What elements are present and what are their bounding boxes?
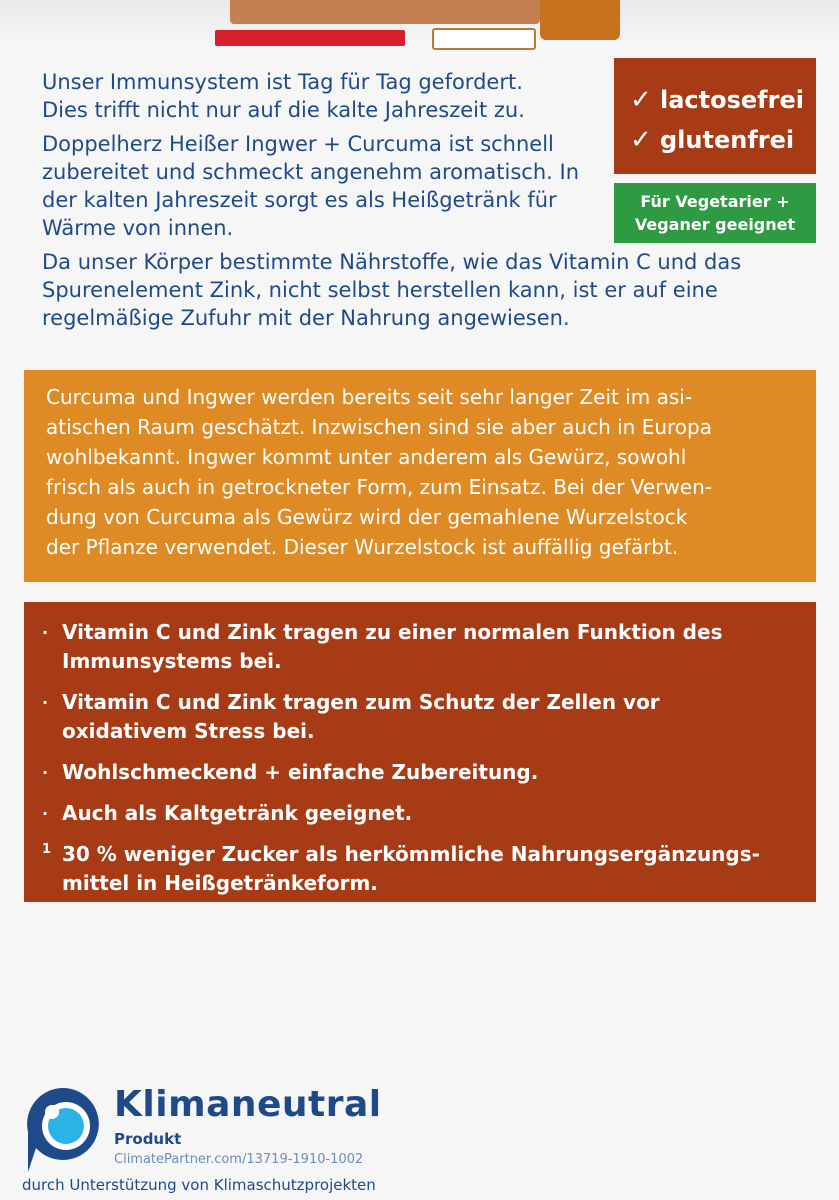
- curcuma-ginger-text: Curcuma und Ingwer werden bereits seit sehr langer Zeit im asi- atischen Raum geschätzt. Inzwischen sind sie aber auch in Europa wohlbekannt. Ingwer kommt unter anderem als Gewürz, sowohl frisch als auch in getrockneter Form, zum Einsatz. Bei der Verwen- dung von Curcuma als Gewürz wird der gemahlene Wurzelstock der Pflanze verwendet. Dieser Wurzelstock ist auffällig gefärbt.: [46, 385, 712, 559]
- lactose-free-label: lactosefrei: [660, 86, 804, 114]
- info-panel-orange: [24, 370, 816, 582]
- vegan-line-2: Veganer geeignet: [634, 215, 796, 234]
- bullet-icon: ·: [42, 763, 49, 782]
- climatepartner-logo-icon: [22, 1082, 106, 1174]
- benefit-text: Auch als Kaltgetränk geeignet.: [62, 801, 413, 825]
- lactose-free-line: [630, 80, 816, 120]
- footnote-item: [42, 840, 798, 898]
- vegan-badge: [614, 183, 816, 243]
- benefit-text: Vitamin C und Zink tragen zum Schutz der Zellen vor oxidativem Stress bei.: [62, 690, 660, 743]
- check-icon: ✓: [630, 125, 652, 155]
- climate-title: Klimaneutral: [114, 1084, 382, 1125]
- bullet-icon: ·: [42, 693, 49, 712]
- top-title-shape: [230, 0, 540, 24]
- benefit-item: [42, 618, 798, 676]
- benefit-text: Wohlschmeckend + einfache Zubereitung.: [62, 760, 539, 784]
- intro-paragraph-1: Unser Immunsystem ist Tag für Tag gefordert. Dies trifft nicht nur auf die kalte Jahreszeit zu.: [42, 70, 525, 122]
- climate-subtitle: Produkt: [114, 1130, 182, 1148]
- top-orange-tab: [540, 0, 620, 40]
- gluten-free-line: [630, 120, 816, 160]
- bullet-icon: ·: [42, 623, 49, 642]
- gluten-free-label: glutenfrei: [660, 126, 795, 154]
- check-icon: ✓: [630, 85, 652, 115]
- footnote-text: 30 % weniger Zucker als herkömmliche Nahrungsergänzungs- mittel in Heißgetränkeform.: [62, 842, 760, 895]
- climate-support-text: durch Unterstützung von Klimaschutzprojekten: [22, 1176, 376, 1194]
- benefit-text: Vitamin C und Zink tragen zu einer normalen Funktion des Immunsystems bei.: [62, 620, 723, 673]
- benefit-item: [42, 688, 798, 746]
- free-from-badge: [614, 58, 816, 174]
- climate-url: ClimatePartner.com/13719-1910-1002: [114, 1152, 364, 1167]
- benefit-item: [42, 758, 798, 787]
- benefits-panel: [24, 602, 816, 902]
- climate-neutral-seal: [22, 1072, 522, 1192]
- top-white-badge: [432, 28, 536, 50]
- intro-paragraph-2: Doppelherz Heißer Ingwer + Curcuma ist schnell zubereitet und schmeckt angenehm aromatisch. In der kalten Jahreszeit sorgt es als Heißgetränk für Wärme von innen.: [42, 132, 580, 240]
- intro-paragraph-3: Da unser Körper bestimmte Nährstoffe, wie das Vitamin C und das Spurenelement Zink, nicht selbst herstellen kann, ist er auf eine regelmäßige Zufuhr mit der Nahrung angewiesen.: [42, 250, 742, 330]
- top-red-badge: [215, 30, 405, 46]
- vegan-line-1: Für Vegetarier +: [640, 192, 790, 211]
- footnote-marker: 1: [42, 842, 52, 857]
- bullet-icon: ·: [42, 804, 49, 823]
- benefit-item: [42, 799, 798, 828]
